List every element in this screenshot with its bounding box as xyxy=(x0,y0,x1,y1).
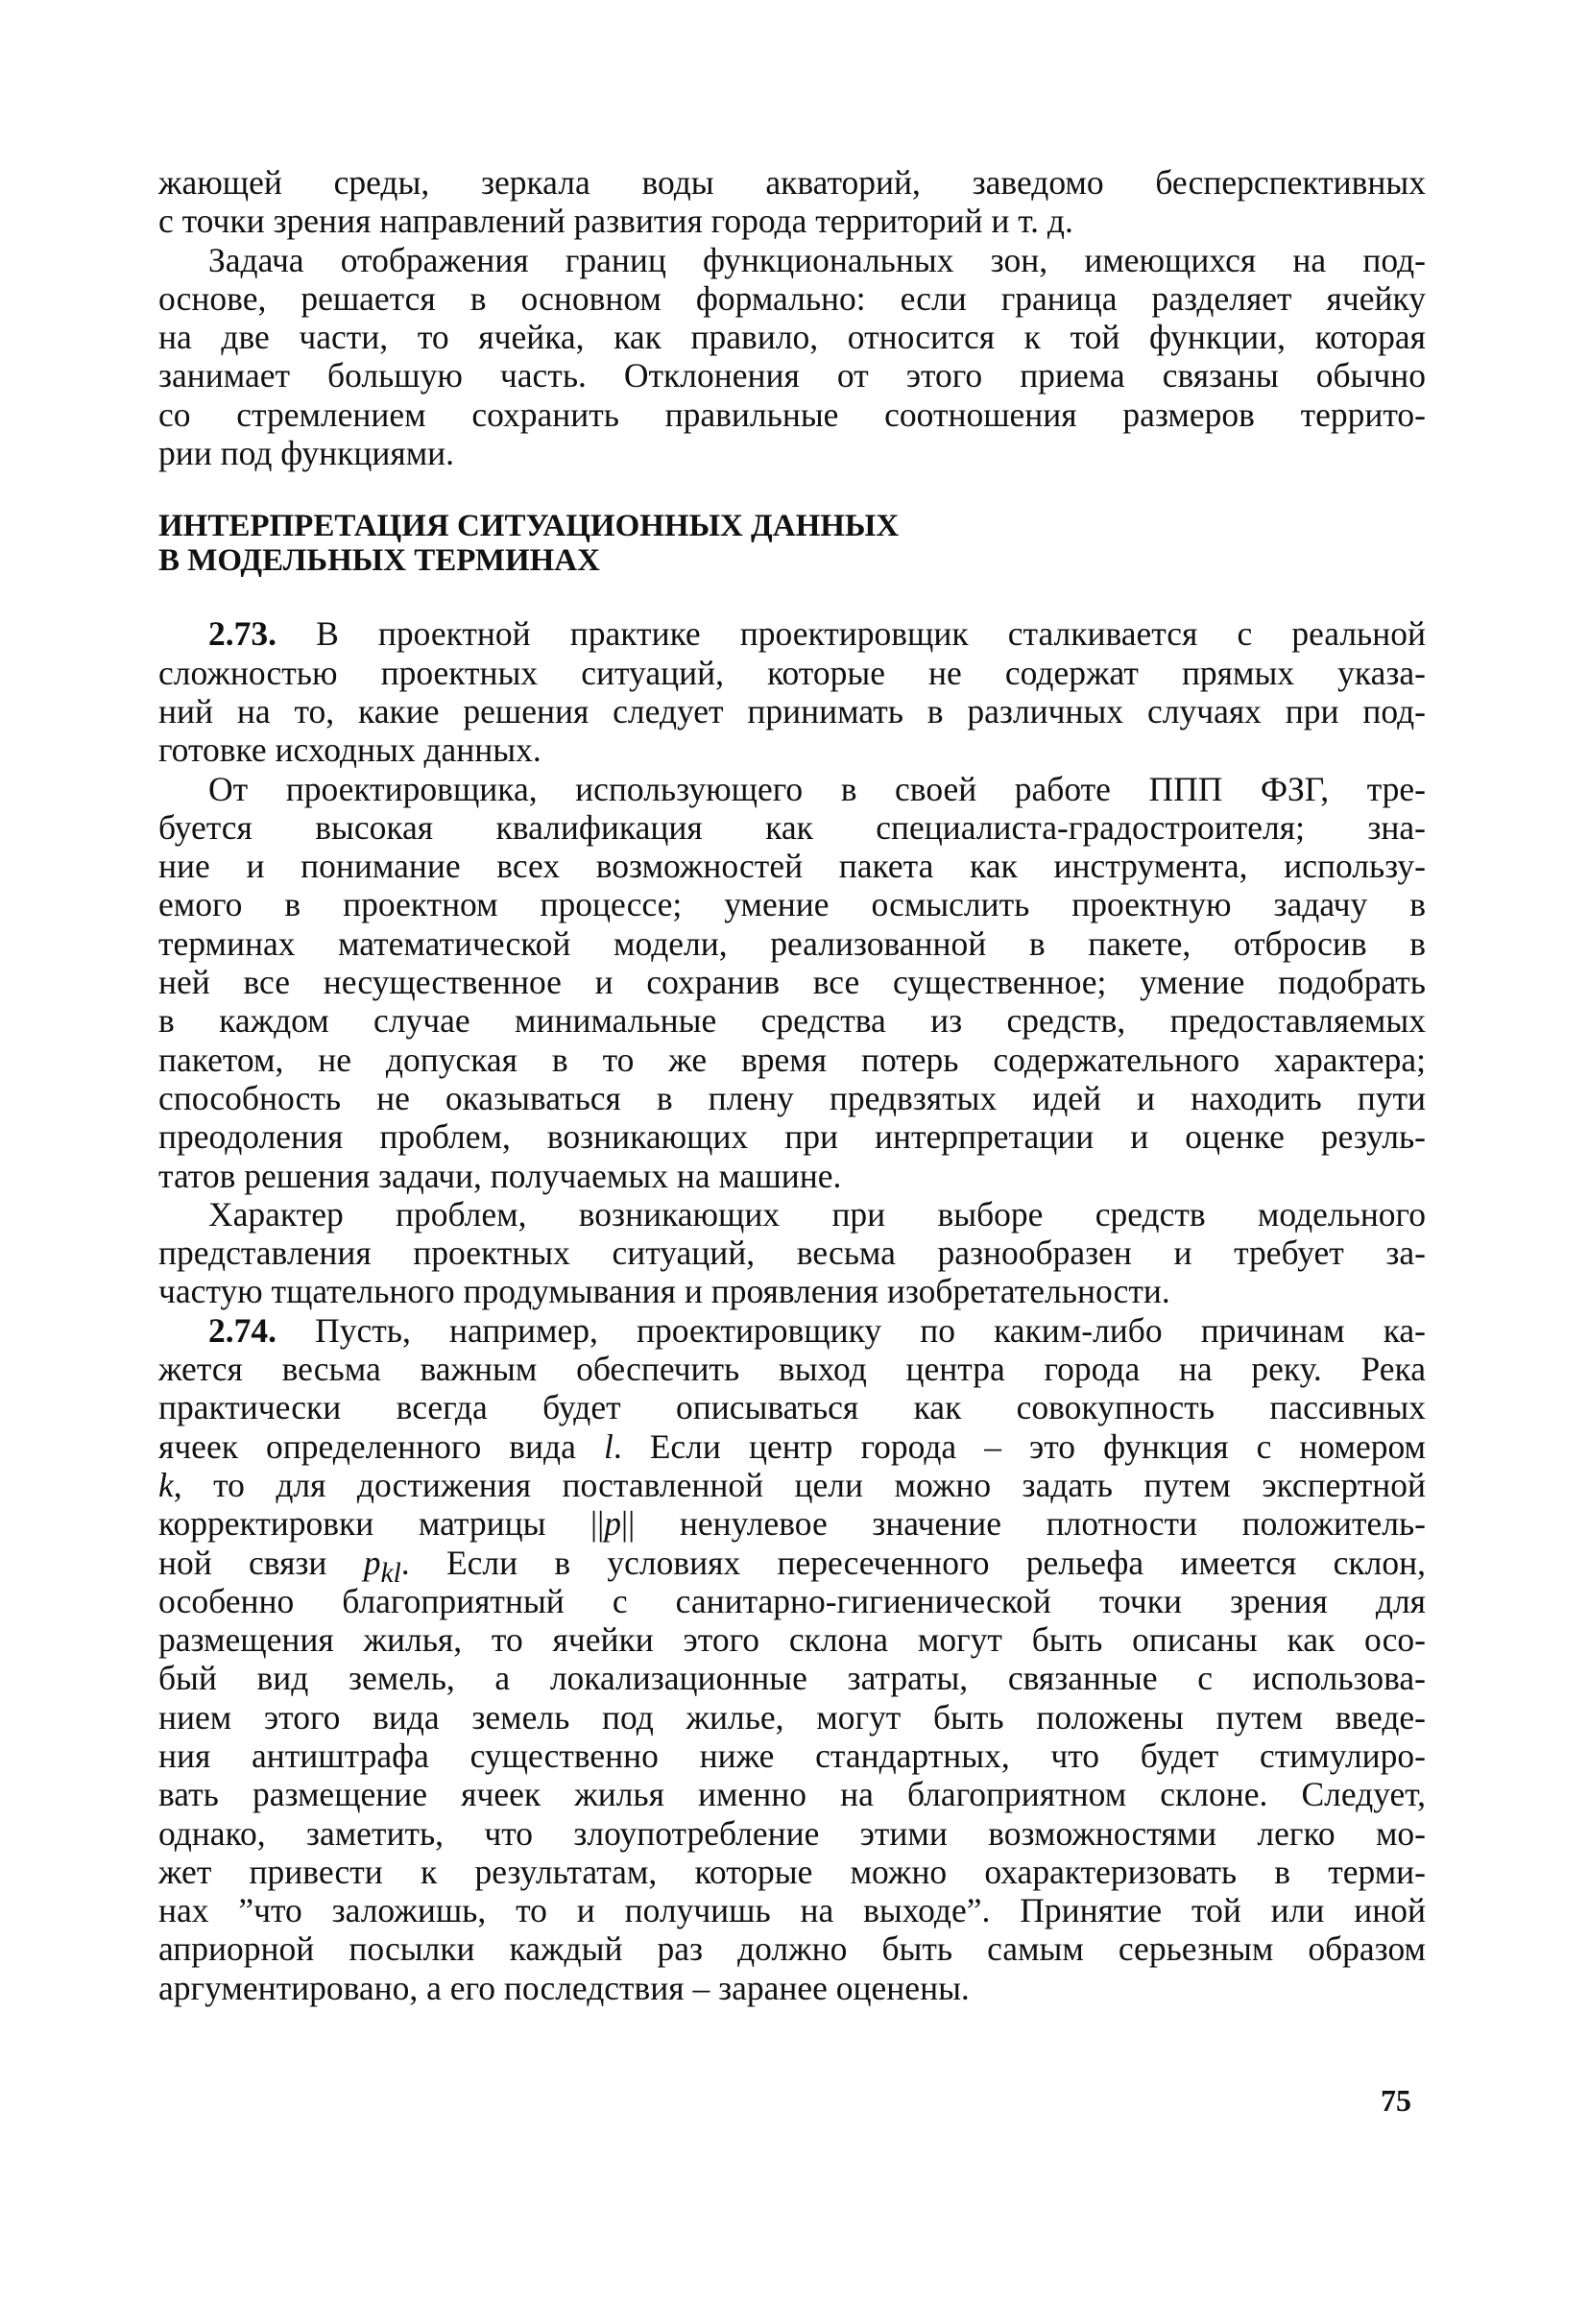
text-line: бый вид земель, а локализационные затраты, связанные с использова- xyxy=(158,1659,1426,1698)
text-line: с точки зрения направлений развития города территорий и т. д. xyxy=(158,202,1073,241)
text-line: рии под функциями. xyxy=(158,434,455,473)
text-fragment: . Если в условиях пересеченного рельефа имеется склон, xyxy=(400,1543,1426,1582)
paragraph-2-74 xyxy=(158,1311,1426,2007)
text-line: способность не оказываться в плену предвзятых идей и находить пути xyxy=(158,1078,1426,1117)
text-line: нах ”что заложишь, то и получишь на выходе”. Принятие той или иной xyxy=(158,1891,1426,1930)
math-variable: p xyxy=(604,1504,622,1544)
text-fragment: , то для достижения поставленной цели можно задать путем экспертной xyxy=(173,1465,1426,1504)
text-line: преодоления проблем, возникающих при интерпретации и оценке резуль- xyxy=(158,1117,1426,1157)
text-line: Характер проблем, возникающих при выборе средств модельного xyxy=(208,1194,1426,1234)
text-line xyxy=(158,1311,1426,1350)
paragraph-number: 2.73. xyxy=(208,614,277,654)
text-line xyxy=(158,614,1426,653)
text-line xyxy=(158,1504,1426,1543)
paragraph-number: 2.74. xyxy=(208,1310,277,1350)
math-subscript: kl xyxy=(380,1557,401,1589)
text-line: ния антиштрафа существенно ниже стандартных, что будет стимулиро- xyxy=(158,1736,1426,1775)
text-line: емого в проектном процессе; умение осмыслить проектную задачу в xyxy=(158,885,1426,924)
text-line: пакетом, не допуская в то же время потерь содержательного характера; xyxy=(158,1040,1426,1079)
text-fragment: В проектной практике проектировщик сталкивается с реальной xyxy=(277,614,1426,654)
text-line: От проектировщика, использующего в своей работе ППП ФЗГ, тре- xyxy=(208,769,1426,808)
text-line: занимает большую часть. Отклонения от этого приема связаны обычно xyxy=(158,356,1426,395)
text-line xyxy=(158,1427,1426,1466)
text-line: основе, решается в основном формально: если граница разделяет ячейку xyxy=(158,278,1426,318)
text-line: особенно благоприятный с санитарно-гигиенической точки зрения для xyxy=(158,1581,1426,1620)
page-text-block xyxy=(158,163,1426,2007)
paragraph xyxy=(158,770,1426,1195)
text-line: Задача отображения границ функциональных зон, имеющихся на под- xyxy=(208,240,1426,279)
text-line: однако, заметить, что злоупотребление этими возможностями легко мо- xyxy=(158,1813,1426,1853)
text-line: в каждом случае минимальные средства из средств, предоставляемых xyxy=(158,1001,1426,1041)
text-fragment: . Если центр города – это функция с номером xyxy=(613,1426,1426,1466)
math-variable: k xyxy=(158,1465,174,1504)
text-line: жет привести к результатам, которые можно охарактеризовать в терми- xyxy=(158,1852,1426,1891)
text-line: татов решения задачи, получаемых на машине. xyxy=(158,1156,842,1195)
text-line xyxy=(158,1466,1426,1504)
text-line: жется весьма важным обеспечить выход центра города на реку. Река xyxy=(158,1350,1426,1389)
section-heading-line: В МОДЕЛЬНЫХ ТЕРМИНАХ xyxy=(158,543,600,579)
text-line: нием этого вида земель под жилье, могут быть положены путем введе- xyxy=(158,1697,1426,1737)
text-line: ней все несущественное и сохранив все существенное; умение подобрать xyxy=(158,963,1426,1002)
text-line: буется высокая квалификация как специалиста-градостроителя; зна- xyxy=(158,807,1426,847)
text-fragment: ной связи xyxy=(158,1543,364,1582)
paragraph xyxy=(158,1195,1426,1311)
math-variable: l xyxy=(603,1426,614,1466)
text-line: на две части, то ячейка, как правило, относится к той функции, которая xyxy=(158,318,1426,357)
text-line: жающей среды, зеркала воды акваторий, заведомо бесперспективных xyxy=(158,163,1426,202)
text-line: со стремлением сохранить правильные соотношения размеров террито- xyxy=(158,395,1426,434)
text-line: ние и понимание всех возможностей пакета как инструмента, использу- xyxy=(158,847,1426,886)
text-fragment: корректировки матрицы || xyxy=(158,1504,605,1544)
text-line: ний на то, какие решения следует принимать в различных случаях при под- xyxy=(158,691,1426,731)
paragraph-continuation xyxy=(158,163,1426,241)
section-heading xyxy=(158,509,1426,578)
math-variable: p xyxy=(363,1543,381,1582)
section-heading-line: ИНТЕРПРЕТАЦИЯ СИТУАЦИОННЫХ ДАННЫХ xyxy=(158,509,900,544)
text-line: терминах математической модели, реализованной в пакете, отбросив в xyxy=(158,923,1426,963)
text-fragment: Пусть, например, проектировщику по каким-либо причинам ка- xyxy=(277,1310,1426,1350)
text-line: практически всегда будет описываться как совокупность пассивных xyxy=(158,1388,1426,1427)
text-line: частую тщательного продумывания и проявления изобретательности. xyxy=(158,1272,1170,1311)
text-line: размещения жилья, то ячейки этого склона могут быть описаны как осо- xyxy=(158,1620,1426,1660)
text-line: аргументировано, а его последствия – заранее оценены. xyxy=(158,1968,970,2007)
text-fragment: || ненулевое значение плотности положитель- xyxy=(621,1504,1426,1544)
paragraph xyxy=(158,241,1426,473)
text-line: представления проектных ситуаций, весьма разнообразен и требует за- xyxy=(158,1234,1426,1273)
page-number: 75 xyxy=(1381,2083,1411,2118)
text-line: сложностью проектных ситуаций, которые не содержат прямых указа- xyxy=(158,653,1426,692)
text-line: готовке исходных данных. xyxy=(158,731,541,770)
text-line: вать размещение ячеек жилья именно на благоприятном склоне. Следует, xyxy=(158,1775,1426,1814)
text-fragment: ячеек определенного вида xyxy=(158,1426,604,1466)
text-line: априорной посылки каждый раз должно быть самым серьезным образом xyxy=(158,1929,1426,1969)
paragraph-2-73 xyxy=(158,614,1426,769)
text-line xyxy=(158,1543,1426,1589)
